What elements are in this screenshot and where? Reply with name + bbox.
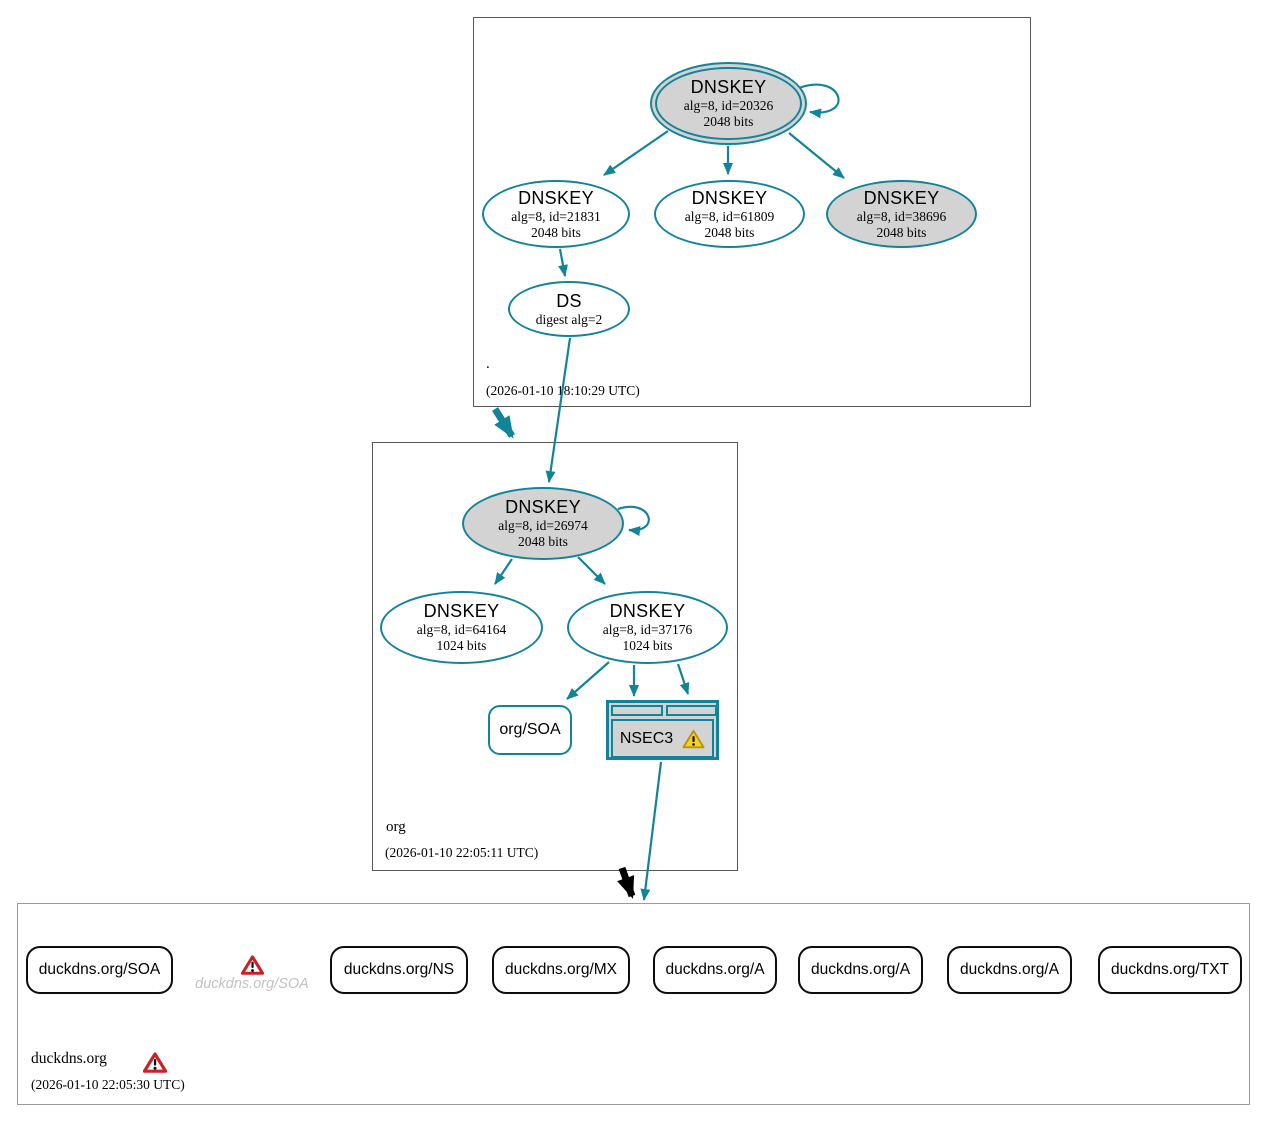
node-detail: 2048 bits xyxy=(518,534,568,549)
org-dnskey-64164-node[interactable] xyxy=(380,591,543,664)
node-label: NSEC3 xyxy=(619,729,674,747)
org-nsec3-node[interactable] xyxy=(606,700,719,760)
node-label: duckdns.org/MX xyxy=(505,961,617,978)
node-detail: 1024 bits xyxy=(436,638,487,653)
node-detail: 1024 bits xyxy=(622,638,673,653)
rrset-duckdns-a-3[interactable] xyxy=(947,946,1072,994)
node-title: DNSKEY xyxy=(423,601,500,621)
root-dnskey-21831-node[interactable] xyxy=(482,180,630,248)
root-ksk-dnskey-node[interactable] xyxy=(650,62,807,145)
root-ds-node[interactable] xyxy=(508,281,630,337)
node-title: DNSKEY xyxy=(690,77,767,97)
node-label: duckdns.org/A xyxy=(665,961,765,978)
rrset-duckdns-soa-missing[interactable] xyxy=(196,955,308,992)
nsec3-warning-icon[interactable] xyxy=(682,729,705,749)
nsec3-record-cell[interactable] xyxy=(666,705,717,716)
node-detail: alg=8, id=37176 xyxy=(602,622,693,637)
node-title: DNSKEY xyxy=(518,187,594,208)
node-label: duckdns.org/TXT xyxy=(1110,961,1230,978)
node-label: duckdns.org/A xyxy=(959,961,1060,978)
node-title: DNSKEY xyxy=(505,497,581,517)
org-soa-node[interactable] xyxy=(488,705,572,755)
org-zone-timestamp: (2026-01-10 22:05:11 UTC) xyxy=(385,845,539,860)
node-detail: 2048 bits xyxy=(704,224,755,240)
duckdns-zone-label: duckdns.org xyxy=(31,1050,107,1067)
org-zone-label: org xyxy=(386,819,406,835)
duckdns-zone-box xyxy=(17,903,1250,1105)
rrset-duckdns-soa[interactable] xyxy=(26,946,173,994)
node-detail: alg=8, id=38696 xyxy=(856,208,947,224)
node-label: org/SOA xyxy=(499,721,561,738)
rrset-duckdns-txt[interactable] xyxy=(1098,946,1242,994)
node-title: DS xyxy=(556,290,582,311)
org-ksk-dnskey-node[interactable] xyxy=(462,487,624,560)
node-title: DNSKEY xyxy=(691,187,768,208)
node-detail: 2048 bits xyxy=(531,224,581,240)
zone-warning-icon[interactable] xyxy=(143,1052,167,1073)
node-detail: alg=8, id=21831 xyxy=(511,208,601,224)
duckdns-zone-timestamp: (2026-01-10 22:05:30 UTC) xyxy=(31,1077,185,1092)
node-title: DNSKEY xyxy=(609,601,686,621)
rrset-duckdns-a-2[interactable] xyxy=(798,946,923,994)
org-dnskey-37176-node[interactable] xyxy=(567,591,728,664)
root-dnskey-61809-node[interactable] xyxy=(654,180,805,248)
ghost-label: duckdns.org/SOA xyxy=(195,976,309,992)
rrset-duckdns-ns[interactable] xyxy=(330,946,468,994)
node-detail: alg=8, id=20326 xyxy=(683,98,774,113)
node-detail: alg=8, id=26974 xyxy=(498,518,588,533)
nsec3-record-cell[interactable] xyxy=(611,705,663,716)
node-label: duckdns.org/NS xyxy=(343,961,455,978)
node-detail: 2048 bits xyxy=(703,114,754,129)
rrset-duckdns-mx[interactable] xyxy=(492,946,630,994)
node-label: duckdns.org/A xyxy=(810,961,911,978)
node-detail: digest alg=2 xyxy=(535,311,603,327)
root-zone-label: . xyxy=(486,356,490,372)
warning-icon[interactable] xyxy=(241,955,264,975)
root-dnskey-38696-node[interactable] xyxy=(826,180,977,248)
root-zone-timestamp: (2026-01-10 18:10:29 UTC) xyxy=(486,383,640,398)
node-detail: 2048 bits xyxy=(876,224,927,240)
node-detail: alg=8, id=64164 xyxy=(416,622,507,637)
node-detail: alg=8, id=61809 xyxy=(684,208,775,224)
rrset-duckdns-a-1[interactable] xyxy=(653,946,777,994)
node-label: duckdns.org/SOA xyxy=(38,961,161,978)
node-title: DNSKEY xyxy=(863,187,940,208)
